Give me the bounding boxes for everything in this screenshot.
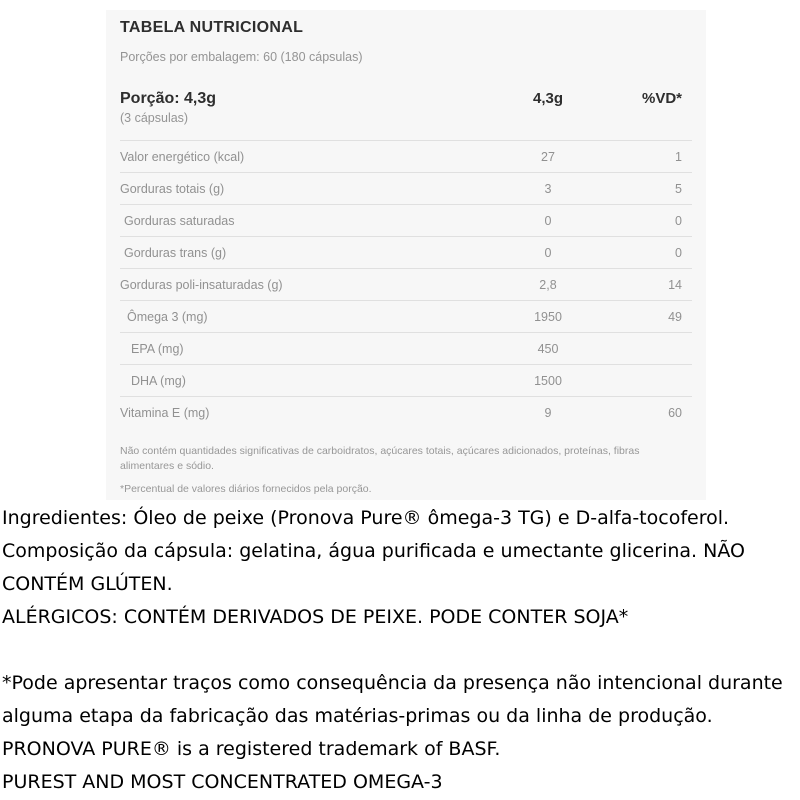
table-row-epa [120, 332, 692, 364]
nutrient-label: Vitamina E (mg) [120, 405, 210, 420]
nutrient-quantity: 0 [544, 245, 552, 260]
allergens-line: ALÉRGICOS: CONTÉM DERIVADOS DE PEIXE. PODE CONTER SOJA* [2, 606, 629, 628]
gluten-free-line: CONTÉM GLÚTEN. [2, 573, 173, 595]
table-row-energy [120, 140, 692, 172]
nutrient-daily-value: 0 [675, 245, 682, 260]
servings-per-package: Porções por embalagem: 60 (180 cápsulas) [120, 50, 363, 64]
tagline-line: PUREST AND MOST CONCENTRATED OMEGA-3 [2, 771, 443, 793]
table-row-vitamin-e [120, 396, 692, 428]
table-row-polyunsaturated-fat [120, 268, 692, 300]
nutrient-label: EPA (mg) [131, 341, 184, 356]
nutrient-quantity: 1500 [534, 373, 562, 388]
trademark-line: PRONOVA PURE® is a registered trademark of BASF. [2, 738, 501, 760]
traces-disclaimer-line-2: alguma etapa da fabricação das matérias-primas ou da linha de produção. [2, 705, 713, 727]
portion-label: Porção: 4,3g [120, 90, 217, 107]
table-row-dha [120, 364, 692, 396]
portion-capsules: (3 cápsulas) [120, 111, 189, 125]
table-header-row [120, 89, 692, 126]
table-row-saturated-fat [120, 204, 692, 236]
nutrient-label: Ômega 3 (mg) [127, 309, 208, 324]
capsule-composition-line: Composição da cápsula: gelatina, água purificada e umectante glicerina. NÃO [2, 540, 745, 562]
nutrient-quantity: 9 [544, 405, 552, 420]
nutrient-daily-value: 14 [668, 277, 682, 292]
nutrient-quantity: 3 [544, 181, 552, 196]
nutrient-daily-value: 0 [675, 213, 682, 228]
nutrient-label: DHA (mg) [131, 373, 186, 388]
nutrient-quantity: 1950 [534, 309, 562, 324]
nutrient-label: Gorduras saturadas [124, 213, 235, 228]
daily-value-footnote: *Percentual de valores diários fornecidos pela porção. [120, 483, 372, 495]
nutrient-quantity: 0 [544, 213, 552, 228]
nutrient-quantity: 27 [541, 149, 555, 164]
nutrition-table-title: TABELA NUTRICIONAL [120, 19, 304, 36]
portion-header [120, 89, 488, 126]
table-row-trans-fat [120, 236, 692, 268]
nutrient-daily-value: 5 [675, 181, 682, 196]
ingredients-line: Ingredientes: Óleo de peixe (Pronova Pure® ômega-3 TG) e D-alfa-tocoferol. [2, 507, 730, 529]
product-description [2, 502, 800, 799]
nutrition-rows [120, 140, 692, 428]
nutrient-label: Valor energético (kcal) [120, 149, 245, 164]
nutrition-facts-card [106, 10, 706, 500]
nutrient-daily-value: 1 [675, 149, 682, 164]
no-significant-amounts-note: Não contém quantidades significativas de carboidratos, açúcares totais, açúcares adicionados, proteínas, fibras alimentares e sódio. [120, 445, 640, 472]
nutrient-label: Gorduras totais (g) [120, 181, 225, 196]
nutrient-daily-value: 60 [668, 405, 682, 420]
table-row-total-fat [120, 172, 692, 204]
daily-value-column-header: %VD* [641, 90, 682, 107]
nutrient-label: Gorduras trans (g) [124, 245, 227, 260]
nutrient-quantity: 2,8 [539, 277, 557, 292]
paragraph-break [2, 634, 800, 667]
traces-disclaimer-line-1: *Pode apresentar traços como consequência da presença não intencional durante [2, 672, 783, 694]
quantity-column-header: 4,3g [532, 90, 563, 107]
nutrient-label: Gorduras poli-insaturadas (g) [120, 277, 283, 292]
table-row-omega-3 [120, 300, 692, 332]
nutrient-daily-value: 49 [668, 309, 682, 324]
nutrient-quantity: 450 [537, 341, 559, 356]
